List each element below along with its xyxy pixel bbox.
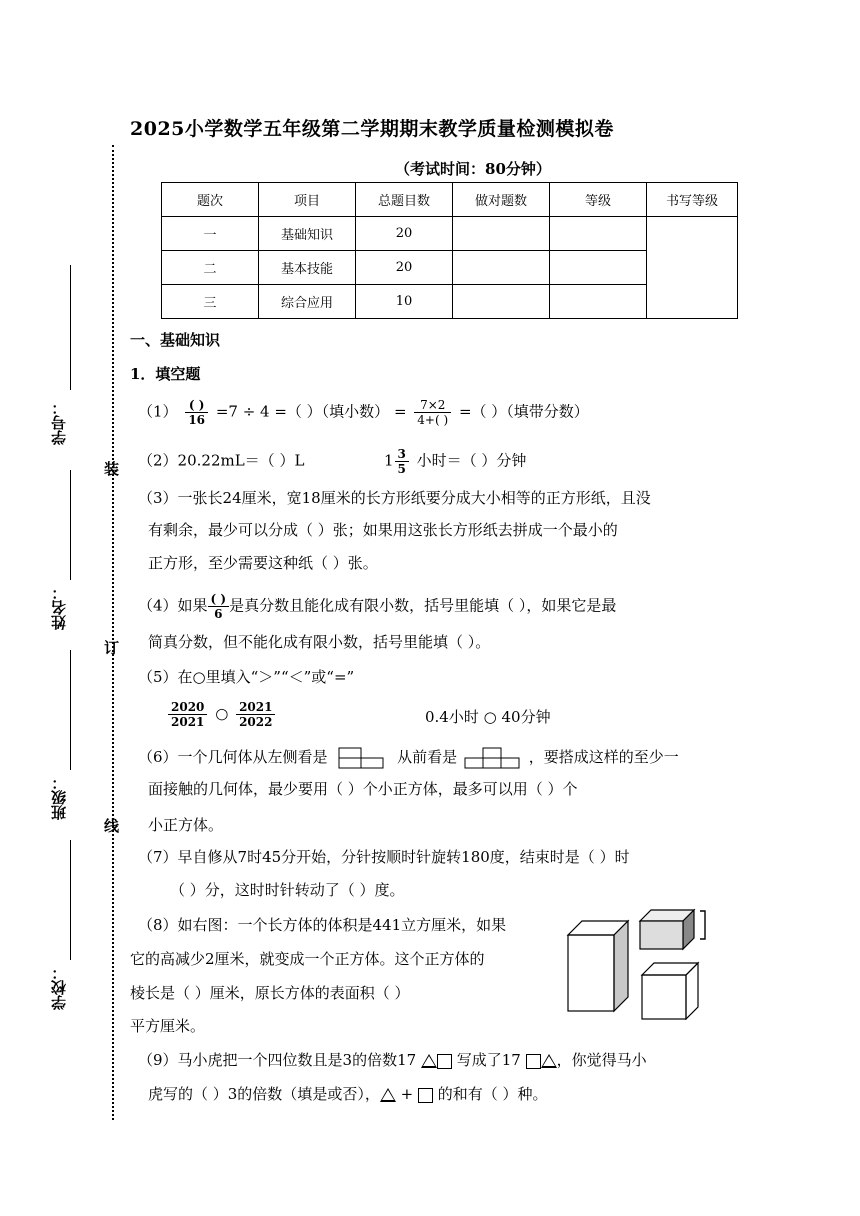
fraction: $\frac{( )}{16}$	[185, 398, 208, 427]
fraction: $\frac{7\times 2}{4+( )}$	[414, 398, 451, 427]
class-line[interactable]	[70, 650, 71, 770]
left-view-icon	[338, 747, 386, 769]
question-3-line-2: 有剩余，最少可以分成（ ）张；如果用这张长方形纸去拼成一个最小的	[148, 521, 618, 539]
table-header: 项目	[259, 183, 356, 217]
score-input-cell[interactable]	[453, 217, 550, 251]
front-view-icon	[464, 747, 522, 769]
table-cell: 基础知识	[259, 217, 356, 251]
page-title: 2025小学数学五年级第二学期期末教学质量检测模拟卷	[130, 118, 614, 140]
table-cell: 三	[162, 285, 259, 319]
binding-char-ding: 订	[104, 639, 120, 657]
question-7-line-1: （7）早自修从7时45分开始，分针按顺时针旋转180度，结束时是（ ）时	[138, 848, 630, 866]
mixed-fraction: $\frac{3}{5}$	[395, 447, 409, 476]
table-cell: 基本技能	[259, 251, 356, 285]
score-input-cell[interactable]	[453, 251, 550, 285]
table-row	[162, 217, 738, 251]
question-5-compare-1	[165, 700, 278, 729]
table-header: 书写等级	[647, 183, 738, 217]
exam-time: （考试时间：80分钟）	[395, 160, 551, 178]
table-cell: 10	[356, 285, 453, 319]
cube	[642, 963, 698, 1019]
table-header: 做对题数	[453, 183, 550, 217]
binding-line	[112, 145, 114, 1120]
student-id-label: 学号：	[50, 400, 68, 445]
grade-input-cell[interactable]	[550, 251, 647, 285]
section-heading: 一、基础知识	[130, 331, 221, 349]
fraction: $\frac{2020}{2021}$	[168, 700, 207, 729]
question-8-line-4: 平方厘米。	[130, 1017, 206, 1035]
school-line[interactable]	[70, 840, 71, 960]
school-label: 学校：	[50, 965, 68, 1010]
tall-cuboid	[568, 921, 628, 1011]
table-cell: 综合应用	[259, 285, 356, 319]
fraction: $\frac{( )}{6}$	[208, 592, 230, 621]
question-9-line-2: 虎写的（ ）3的倍数（填是或否）， + 的和有（ ）种。	[148, 1085, 548, 1103]
question-9-line-1: （9）马小虎把一个四位数且是3的倍数17 写成了17 ，你觉得马小	[138, 1051, 647, 1069]
triangle-icon	[421, 1054, 437, 1068]
question-7-line-2: （ ）分，这时时针转动了（ ）度。	[170, 881, 405, 899]
table-header-row	[162, 183, 738, 217]
question-1: （1） $\frac{( )}{16}$ =7 ÷ 4 =（ ）（填小数） = $\frac{7\times 2}{4+( )}$ =（ ）（填带分数）	[138, 398, 589, 427]
question-4-line-2: 简真分数，但不能化成有限小数，括号里能填（ ）。	[148, 633, 491, 651]
square-icon	[418, 1088, 433, 1103]
fraction: $\frac{2021}{2022}$	[236, 700, 275, 729]
question-8-line-3: 棱长是（ ）厘米，原长方体的表面积（ ）	[130, 984, 410, 1002]
question-3-line-3: 正方形，至少需要这种纸（ ）张。	[148, 554, 378, 572]
question-heading: 1．填空题	[130, 365, 201, 383]
question-6-line-1: （6）一个几何体从左侧看是 从前看是 ，要搭成这样的至少一	[138, 746, 679, 769]
question-8-line-2: 它的高减少2厘米，就变成一个正方体。这个正方体的	[130, 950, 485, 968]
removed-slab	[640, 910, 705, 949]
grade-input-cell[interactable]	[550, 217, 647, 251]
grade-input-cell[interactable]	[550, 285, 647, 319]
name-line[interactable]	[70, 470, 71, 580]
table-header: 等级	[550, 183, 647, 217]
square-icon	[526, 1054, 541, 1069]
writing-grade-cell[interactable]	[647, 217, 738, 319]
table-header: 题次	[162, 183, 259, 217]
compare-circle[interactable]: ○	[215, 704, 229, 723]
question-3-line-1: （3）一张长24厘米，宽18厘米的长方形纸要分成大小相等的正方形纸，且没	[138, 489, 651, 507]
question-4-line-1: （4）如果 $\frac{( )}{6}$ 是真分数且能化成有限小数，括号里能填（ ），如果它是最	[138, 592, 617, 621]
score-table	[161, 182, 738, 319]
table-cell: 二	[162, 251, 259, 285]
triangle-icon	[380, 1088, 396, 1102]
table-cell: 一	[162, 217, 259, 251]
triangle-icon	[541, 1054, 557, 1068]
table-header: 总题目数	[356, 183, 453, 217]
question-5-compare-2: 0.4小时 ○ 40分钟	[425, 708, 551, 726]
class-label: 班级：	[50, 775, 68, 820]
question-5: （5）在○里填入“＞”“＜”或“=”	[138, 668, 355, 686]
question-2: （2）20.22mL＝（ ）L 1 $\frac{3}{5}$ 小时＝（ ）分钟	[138, 447, 527, 476]
name-label: 姓名：	[50, 585, 68, 630]
score-input-cell[interactable]	[453, 285, 550, 319]
question-6-line-3: 小正方体。	[148, 816, 224, 834]
table-cell: 20	[356, 217, 453, 251]
cuboid-figure	[560, 905, 720, 1020]
binding-char-xian: 线	[104, 817, 120, 835]
table-cell: 20	[356, 251, 453, 285]
square-icon	[437, 1054, 452, 1069]
student-id-line[interactable]	[70, 265, 71, 390]
binding-char-zhuang: 装	[104, 460, 120, 478]
question-8-line-1: （8）如右图：一个长方体的体积是441立方厘米，如果	[138, 916, 507, 934]
question-6-line-2: 面接触的几何体，最少要用（ ）个小正方体，最多可以用（ ）个	[148, 780, 578, 798]
